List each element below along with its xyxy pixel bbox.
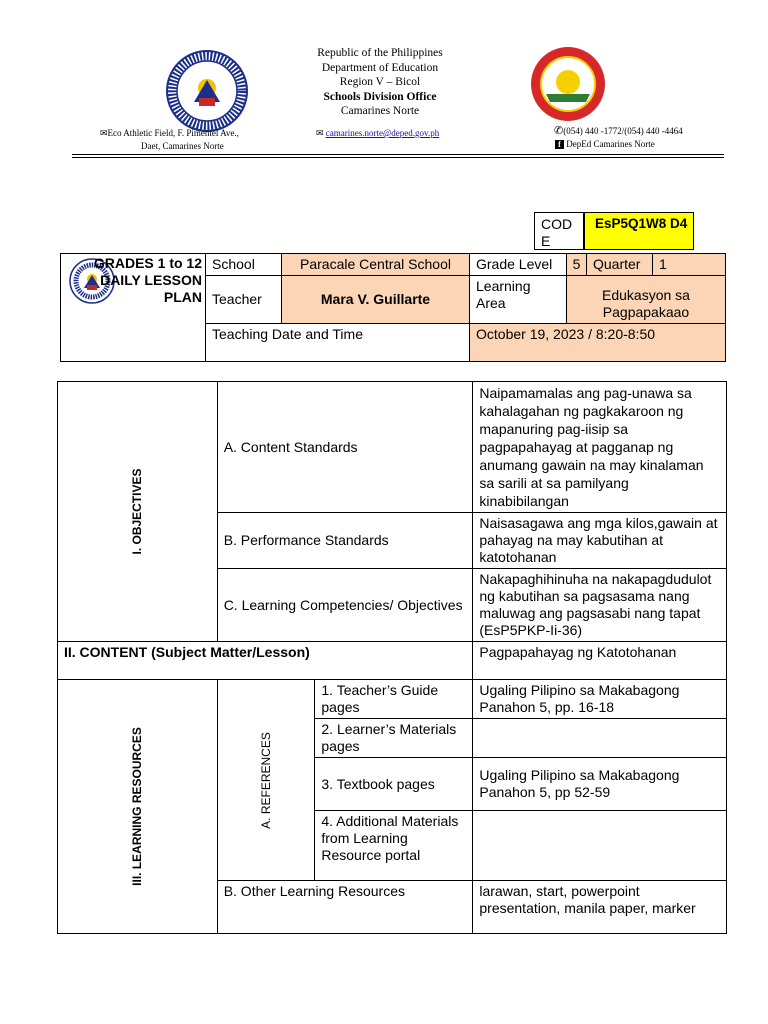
division-seal-logo xyxy=(530,46,606,122)
division-line: Schools Division Office xyxy=(323,90,437,103)
textbook-label: 3. Textbook pages xyxy=(315,758,473,811)
learning-area-label: Learning Area xyxy=(470,276,567,324)
address-line-1: Eco Athletic Field, F. Pimentel Ave., xyxy=(107,128,239,138)
teacher-value: Mara V. Guillarte xyxy=(282,276,470,324)
email-link[interactable]: camarines.norte@deped.gov.ph xyxy=(325,128,440,138)
region-line: Region V – Bicol xyxy=(339,76,421,88)
references-cell xyxy=(217,680,315,881)
department-line: Department of Education xyxy=(321,61,439,74)
other-resources-value: larawan, start, powerpoint presentation, manila paper, marker xyxy=(473,881,727,934)
additional-materials-value xyxy=(473,811,727,881)
performance-standards-value: Naisasagawa ang mga kilos,gawain at pahayag na may kabutihan at katotohanan xyxy=(473,513,727,569)
address-line-2: Daet, Camarines Norte xyxy=(141,141,224,151)
address xyxy=(100,128,239,139)
teaching-date-value: October 19, 2023 / 8:20-8:50 xyxy=(470,324,726,362)
references-label: A. REFERENCES xyxy=(258,731,273,829)
textbook-value: Ugaling Pilipino sa Makabagong Panahon 5, pp 52-59 xyxy=(473,758,727,811)
learners-materials-value xyxy=(473,719,727,758)
content-value: Pagpapahayag ng Katotohanan xyxy=(473,642,727,680)
performance-standards-label: B. Performance Standards xyxy=(217,513,473,569)
other-resources-label: B. Other Learning Resources xyxy=(217,881,473,934)
objectives-section-cell xyxy=(58,382,218,642)
email-block xyxy=(316,128,439,139)
learning-area-value: Edukasyon sa Pagpapakaao xyxy=(567,276,726,324)
content-standards-value: Naipamamalas ang pag-unawa sa kahalagahan ng pagkakaroon ng mapanuring pag-iisip sa pagpapahayag at pagganap ng anumang gawain na may kinalaman sa sarili at sa pamilyang kinabibilangan xyxy=(473,382,727,513)
learning-competencies-value: Nakapaghihinuha na nakapagdudulot ng kabutihan sa pagsasama nang maluwag ang pagsasabi nang tapat (EsP5PKP-Ii-36) xyxy=(473,569,727,642)
code-label: COD E xyxy=(534,212,584,250)
facebook-page: DepEd Camarines Norte xyxy=(566,139,655,149)
teacher-label: Teacher xyxy=(206,276,282,324)
grade-level-value: 5 xyxy=(567,254,587,276)
phone-icon: ✆ xyxy=(554,125,564,137)
facebook-block xyxy=(555,139,655,150)
dll-title-cell xyxy=(61,254,206,362)
learning-competencies-label: C. Learning Competencies/ Objectives xyxy=(217,569,473,642)
facebook-icon: f xyxy=(555,140,564,149)
mail-icon: ✉ xyxy=(100,128,108,138)
teachers-guide-label: 1. Teacher’s Guide pages xyxy=(315,680,473,719)
envelope-icon: ✉ xyxy=(316,128,324,138)
content-standards-label: A. Content Standards xyxy=(217,382,473,513)
republic-line: Republic of the Philippines xyxy=(317,47,443,59)
code-value: EsP5Q1W8 D4 xyxy=(584,212,694,250)
dll-main-table xyxy=(57,381,727,934)
content-label: II. CONTENT (Subject Matter/Lesson) xyxy=(58,642,473,680)
letterhead-rule xyxy=(72,154,724,155)
province-line: Camarines Norte xyxy=(340,105,420,117)
objectives-section-label: I. OBJECTIVES xyxy=(129,468,144,555)
phone-block xyxy=(554,126,683,137)
school-label: School xyxy=(206,254,282,276)
grade-level-label: Grade Level xyxy=(470,254,567,276)
letterhead-rule-thin xyxy=(72,157,724,158)
teachers-guide-value: Ugaling Pilipino sa Makabagong Panahon 5, pp. 16-18 xyxy=(473,680,727,719)
resources-section-cell xyxy=(58,680,218,934)
quarter-label: Quarter xyxy=(587,254,653,276)
letterhead-text xyxy=(230,46,530,119)
quarter-value: 1 xyxy=(653,254,726,276)
phone-number: (054) 440 -1772/(054) 440 -4464 xyxy=(563,126,683,136)
dll-title: GRADES 1 to 12 DAILY LESSON PLAN xyxy=(93,255,202,305)
dll-header-table xyxy=(60,253,726,362)
additional-materials-label: 4. Additional Materials from Learning Resource portal xyxy=(315,811,473,881)
learners-materials-label: 2. Learner’s Materials pages xyxy=(315,719,473,758)
resources-section-label: III. LEARNING RESOURCES xyxy=(129,727,144,886)
school-value: Paracale Central School xyxy=(282,254,470,276)
teaching-date-label: Teaching Date and Time xyxy=(206,324,470,362)
